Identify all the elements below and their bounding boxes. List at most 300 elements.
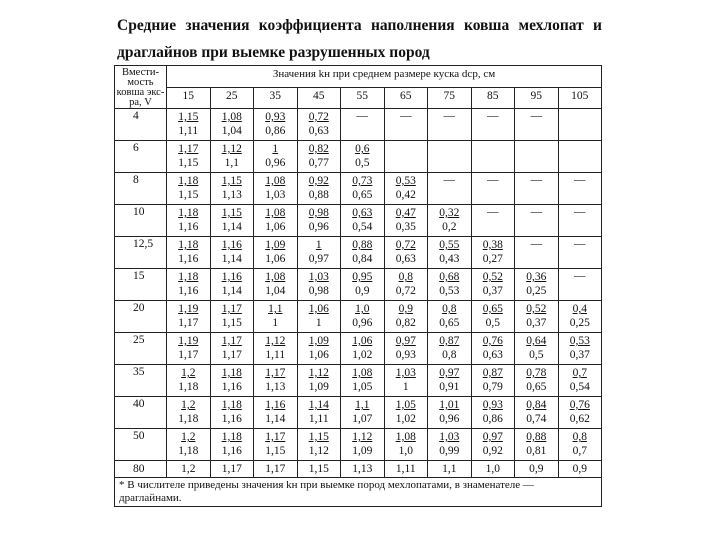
shovel-value: 1,16 xyxy=(221,239,242,251)
shovel-value: 1,16 xyxy=(265,399,286,411)
value-cell xyxy=(428,269,472,301)
size-span-header: Значения kн при среднем размере куска dср, см xyxy=(167,66,602,88)
dragline-value: 1,17 xyxy=(178,317,199,329)
shovel-value: 0,36 xyxy=(526,271,547,283)
shovel-value: — xyxy=(443,174,455,186)
value-cell xyxy=(471,205,515,237)
shovel-value: 0,93 xyxy=(482,399,503,411)
dragline-value: 1,11 xyxy=(178,125,199,137)
value-cell xyxy=(167,109,211,141)
dragline-value: 1,06 xyxy=(265,221,286,233)
shovel-value: 0,9 xyxy=(398,303,413,315)
dragline-value: 1,14 xyxy=(221,221,242,233)
shovel-value: 1,08 xyxy=(352,367,373,379)
dragline-value: 0,54 xyxy=(569,381,590,393)
shovel-value: 0,4 xyxy=(572,303,587,315)
dragline-value: 1 xyxy=(272,317,279,329)
shovel-value: 1 xyxy=(315,239,322,251)
dragline-value: 0,88 xyxy=(308,189,329,201)
dragline-value: 0,62 xyxy=(569,413,590,425)
shovel-value: 1,18 xyxy=(221,399,242,411)
dragline-value: 0,65 xyxy=(526,381,547,393)
value-cell xyxy=(341,269,385,301)
dragline-value: 0,5 xyxy=(529,349,544,361)
shovel-value: 1,15 xyxy=(221,207,242,219)
shovel-value: — xyxy=(574,206,586,218)
shovel-value: 0,87 xyxy=(482,367,503,379)
dragline-value: 1,11 xyxy=(265,349,286,361)
table-row xyxy=(115,301,602,333)
dragline-value: 0,63 xyxy=(482,349,503,361)
value-cell xyxy=(515,397,559,429)
dragline-value: 0,65 xyxy=(352,189,373,201)
value-cell xyxy=(297,397,341,429)
shovel-value: 1,03 xyxy=(439,431,460,443)
shovel-value: 1,15 xyxy=(308,431,329,443)
shovel-value: — xyxy=(487,174,499,186)
value-cell xyxy=(558,301,602,333)
shovel-value: 0,88 xyxy=(352,239,373,251)
shovel-value: 0,52 xyxy=(526,303,547,315)
shovel-value: 1,16 xyxy=(221,271,242,283)
dragline-value: 1,02 xyxy=(395,413,416,425)
dragline-value: 1,0 xyxy=(398,445,413,457)
table-row xyxy=(115,461,602,478)
value-cell xyxy=(558,269,602,301)
shovel-value: 0,87 xyxy=(439,335,460,347)
table-row xyxy=(115,141,602,173)
value-cell xyxy=(210,173,254,205)
shovel-value: 1,12 xyxy=(352,431,373,443)
shovel-value: 1,15 xyxy=(221,175,242,187)
size-header-cell: 105 xyxy=(558,87,602,109)
value-cell xyxy=(384,205,428,237)
shovel-value: 1,12 xyxy=(308,367,329,379)
shovel-value: 0,98 xyxy=(308,207,329,219)
value-cell xyxy=(297,109,341,141)
shovel-value: 1,06 xyxy=(352,335,373,347)
shovel-value: — xyxy=(487,206,499,218)
value-cell xyxy=(254,301,298,333)
value-cell xyxy=(384,301,428,333)
dragline-value: 1,18 xyxy=(178,445,199,457)
value-cell xyxy=(558,173,602,205)
shovel-value: 0,92 xyxy=(308,175,329,187)
dragline-value: 1,18 xyxy=(178,413,199,425)
dragline-value: 0,43 xyxy=(439,253,460,265)
value-cell xyxy=(515,141,559,173)
value-cell xyxy=(471,333,515,365)
dragline-value: 0,5 xyxy=(355,157,370,169)
value-cell xyxy=(341,429,385,461)
shovel-value: 1,06 xyxy=(308,303,329,315)
value-cell xyxy=(515,333,559,365)
shovel-value: 0,72 xyxy=(308,111,329,123)
dragline-value: 0,96 xyxy=(308,221,329,233)
dragline-value: 0,79 xyxy=(482,381,503,393)
value-cell xyxy=(515,301,559,333)
table-row xyxy=(115,365,602,397)
value-cell xyxy=(167,173,211,205)
value-cell xyxy=(254,269,298,301)
value-cell xyxy=(428,109,472,141)
dragline-value: 0,53 xyxy=(439,285,460,297)
table-row xyxy=(115,237,602,269)
value-cell xyxy=(384,237,428,269)
footnote-row xyxy=(115,478,602,507)
value-cell xyxy=(384,269,428,301)
value-cell xyxy=(167,397,211,429)
value-cell xyxy=(210,269,254,301)
shovel-value: 1,08 xyxy=(265,207,286,219)
shovel-value: 1,2 xyxy=(181,399,196,411)
value-cell xyxy=(428,397,472,429)
shovel-value: 1,08 xyxy=(395,431,416,443)
dragline-value: 1,13 xyxy=(265,381,286,393)
dragline-value: 0,54 xyxy=(352,221,373,233)
value-cell xyxy=(210,365,254,397)
value-cell xyxy=(297,333,341,365)
shovel-value: — xyxy=(487,110,499,122)
size-header-cell: 85 xyxy=(471,87,515,109)
shovel-value: 0,38 xyxy=(482,239,503,251)
shovel-value: 1,17 xyxy=(221,303,242,315)
shovel-value: 1,05 xyxy=(395,399,416,411)
volume-cell: 35 xyxy=(115,365,167,397)
volume-cell: 12,5 xyxy=(115,237,167,269)
volume-cell: 4 xyxy=(115,109,167,141)
value-cell xyxy=(558,141,602,173)
value-cell: 1,17 xyxy=(254,461,298,478)
value-cell xyxy=(558,429,602,461)
dragline-value: 0,5 xyxy=(485,317,500,329)
shovel-value: 1,14 xyxy=(308,399,329,411)
table-row xyxy=(115,333,602,365)
value-cell xyxy=(254,365,298,397)
dragline-value: 1,06 xyxy=(265,253,286,265)
shovel-value: 1,08 xyxy=(265,175,286,187)
volume-cell: 80 xyxy=(115,461,167,478)
dragline-value: 0,96 xyxy=(352,317,373,329)
shovel-value: 1,19 xyxy=(178,303,199,315)
shovel-value: 1,17 xyxy=(221,335,242,347)
table-row xyxy=(115,429,602,461)
table-row xyxy=(115,205,602,237)
dragline-value: 1,07 xyxy=(352,413,373,425)
value-cell xyxy=(167,429,211,461)
dragline-value: 1,13 xyxy=(221,189,242,201)
value-cell xyxy=(384,333,428,365)
volume-cell: 50 xyxy=(115,429,167,461)
value-cell xyxy=(297,205,341,237)
value-cell xyxy=(167,237,211,269)
dragline-value: 0,25 xyxy=(569,317,590,329)
dragline-value: 1,11 xyxy=(308,413,329,425)
title-line-2: драглайнов при выемке разрушенных пород xyxy=(117,44,430,61)
value-cell xyxy=(341,365,385,397)
value-cell xyxy=(515,269,559,301)
dragline-value: 1,1 xyxy=(224,157,239,169)
shovel-value: 0,64 xyxy=(526,335,547,347)
value-cell xyxy=(167,205,211,237)
shovel-value: 1,2 xyxy=(181,367,196,379)
shovel-value: — xyxy=(530,174,542,186)
shovel-value: 0,52 xyxy=(482,271,503,283)
dragline-value: 1,15 xyxy=(178,157,199,169)
size-header-cell: 45 xyxy=(297,87,341,109)
shovel-value: 0,68 xyxy=(439,271,460,283)
value-cell xyxy=(558,109,602,141)
shovel-value: 0,8 xyxy=(398,271,413,283)
value-cell xyxy=(210,205,254,237)
dragline-value: 1,09 xyxy=(308,381,329,393)
value-cell xyxy=(297,237,341,269)
value-cell xyxy=(341,237,385,269)
shovel-value: 0,8 xyxy=(442,303,457,315)
value-cell xyxy=(297,173,341,205)
value-cell xyxy=(428,173,472,205)
shovel-value: 0,93 xyxy=(265,111,286,123)
shovel-value: — xyxy=(574,270,586,282)
value-cell xyxy=(167,269,211,301)
shovel-value: 0,55 xyxy=(439,239,460,251)
dragline-value: 1 xyxy=(402,381,409,393)
shovel-value: 0,8 xyxy=(572,431,587,443)
dragline-value: 0,8 xyxy=(442,349,457,361)
shovel-value: 0,76 xyxy=(569,399,590,411)
footnote: * В числителе приведены значения kн при выемке пород мехлопатами, в знаменателе — драглайнами. xyxy=(115,478,602,507)
shovel-value: 1,09 xyxy=(308,335,329,347)
dragline-value: 1,18 xyxy=(178,381,199,393)
value-cell xyxy=(297,141,341,173)
volume-cell: 20 xyxy=(115,301,167,333)
shovel-value: 1,2 xyxy=(181,431,196,443)
dragline-value: 0,42 xyxy=(395,189,416,201)
dragline-value: 1,15 xyxy=(178,189,199,201)
dragline-value: 1,16 xyxy=(178,253,199,265)
dragline-value: 0,65 xyxy=(439,317,460,329)
volume-cell: 10 xyxy=(115,205,167,237)
dragline-value: 0,9 xyxy=(355,285,370,297)
shovel-value: 0,65 xyxy=(482,303,503,315)
shovel-value: 1,15 xyxy=(178,111,199,123)
value-cell: 1,1 xyxy=(428,461,472,478)
shovel-value: — xyxy=(530,238,542,250)
shovel-value: 0,73 xyxy=(352,175,373,187)
value-cell xyxy=(384,141,428,173)
shovel-value: 1,18 xyxy=(221,367,242,379)
shovel-value: 1,19 xyxy=(178,335,199,347)
value-cell xyxy=(297,301,341,333)
value-cell xyxy=(558,397,602,429)
volume-cell: 40 xyxy=(115,397,167,429)
dragline-value: 1,04 xyxy=(221,125,242,137)
dragline-value: 0,2 xyxy=(442,221,457,233)
dragline-value: 1,16 xyxy=(178,285,199,297)
dragline-value: 0,25 xyxy=(526,285,547,297)
shovel-value: 1,17 xyxy=(178,143,199,155)
value-cell xyxy=(428,301,472,333)
shovel-value: 0,76 xyxy=(482,335,503,347)
shovel-value: 1,09 xyxy=(265,239,286,251)
dragline-value: 0,96 xyxy=(265,157,286,169)
dragline-value: 0,93 xyxy=(395,349,416,361)
table-row xyxy=(115,173,602,205)
shovel-value: 1,17 xyxy=(265,431,286,443)
dragline-value: 0,82 xyxy=(395,317,416,329)
shovel-value: — xyxy=(356,110,368,122)
value-cell xyxy=(515,173,559,205)
shovel-value: 1,08 xyxy=(265,271,286,283)
value-cell xyxy=(254,237,298,269)
size-header-cell: 95 xyxy=(515,87,559,109)
shovel-value: 1,18 xyxy=(178,239,199,251)
value-cell xyxy=(297,365,341,397)
shovel-value: 0,97 xyxy=(482,431,503,443)
value-cell xyxy=(428,205,472,237)
value-cell: 1,0 xyxy=(471,461,515,478)
dragline-value: 0,84 xyxy=(352,253,373,265)
size-header-cell: 25 xyxy=(210,87,254,109)
dragline-value: 0,92 xyxy=(482,445,503,457)
value-cell xyxy=(341,205,385,237)
dragline-value: 1,15 xyxy=(265,445,286,457)
value-cell xyxy=(471,429,515,461)
size-header-cell: 15 xyxy=(167,87,211,109)
dragline-value: 1,16 xyxy=(221,413,242,425)
dragline-value: 0,91 xyxy=(439,381,460,393)
shovel-value: 0,88 xyxy=(526,431,547,443)
dragline-value: 1,16 xyxy=(178,221,199,233)
dragline-value: 1,14 xyxy=(221,253,242,265)
value-cell xyxy=(297,429,341,461)
value-cell xyxy=(297,269,341,301)
value-cell xyxy=(558,333,602,365)
value-cell xyxy=(210,109,254,141)
value-cell xyxy=(210,397,254,429)
value-cell xyxy=(384,429,428,461)
dragline-value: 0,77 xyxy=(308,157,329,169)
value-cell xyxy=(384,109,428,141)
dragline-value: 0,63 xyxy=(395,253,416,265)
dragline-value: 0,97 xyxy=(308,253,329,265)
value-cell xyxy=(210,141,254,173)
value-cell: 1,11 xyxy=(384,461,428,478)
dragline-value: 0,63 xyxy=(308,125,329,137)
shovel-value: 0,63 xyxy=(352,207,373,219)
table-row xyxy=(115,397,602,429)
value-cell xyxy=(341,333,385,365)
value-cell xyxy=(384,397,428,429)
value-cell xyxy=(515,365,559,397)
dragline-value: 1,16 xyxy=(221,445,242,457)
dragline-value: 1,17 xyxy=(221,349,242,361)
value-cell xyxy=(471,173,515,205)
shovel-value: 1,18 xyxy=(178,207,199,219)
dragline-value: 0,86 xyxy=(482,413,503,425)
dragline-value: 0,96 xyxy=(439,413,460,425)
dragline-value: 1,16 xyxy=(221,381,242,393)
value-cell xyxy=(471,301,515,333)
shovel-value: 0,32 xyxy=(439,207,460,219)
value-cell xyxy=(515,429,559,461)
shovel-value: — xyxy=(530,206,542,218)
value-cell xyxy=(341,173,385,205)
value-cell xyxy=(167,301,211,333)
dragline-value: 1,06 xyxy=(308,349,329,361)
value-cell xyxy=(210,333,254,365)
value-cell xyxy=(515,237,559,269)
value-cell xyxy=(210,301,254,333)
value-cell: 1,2 xyxy=(167,461,211,478)
dragline-value: 1,14 xyxy=(265,413,286,425)
shovel-value: 0,78 xyxy=(526,367,547,379)
dragline-value: 0,99 xyxy=(439,445,460,457)
shovel-value: 1,18 xyxy=(221,431,242,443)
shovel-value: 1,0 xyxy=(355,303,370,315)
value-cell: 0,9 xyxy=(515,461,559,478)
value-cell xyxy=(210,429,254,461)
dragline-value: 1,04 xyxy=(265,285,286,297)
dragline-value: 0,98 xyxy=(308,285,329,297)
value-cell xyxy=(254,173,298,205)
value-cell xyxy=(254,429,298,461)
table-row xyxy=(115,269,602,301)
value-cell xyxy=(558,237,602,269)
dragline-value: 1,17 xyxy=(178,349,199,361)
size-header-cell: 75 xyxy=(428,87,472,109)
shovel-value: 1,03 xyxy=(395,367,416,379)
shovel-value: 1,08 xyxy=(221,111,242,123)
value-cell xyxy=(341,109,385,141)
value-cell xyxy=(471,109,515,141)
size-header-cell: 65 xyxy=(384,87,428,109)
shovel-value: 1,17 xyxy=(265,367,286,379)
value-cell: 1,13 xyxy=(341,461,385,478)
dragline-value: 1,05 xyxy=(352,381,373,393)
dragline-value: 0,37 xyxy=(569,349,590,361)
value-cell xyxy=(428,429,472,461)
value-cell xyxy=(254,397,298,429)
shovel-value: — xyxy=(574,238,586,250)
document-title xyxy=(117,12,602,66)
shovel-value: 1,1 xyxy=(268,303,283,315)
dragline-value: 1 xyxy=(315,317,322,329)
shovel-value: 1,18 xyxy=(178,175,199,187)
dragline-value: 0,86 xyxy=(265,125,286,137)
shovel-value: 1,03 xyxy=(308,271,329,283)
value-cell: 1,15 xyxy=(297,461,341,478)
value-cell xyxy=(471,269,515,301)
fill-factor-table xyxy=(114,65,602,507)
shovel-value: 1 xyxy=(272,143,279,155)
shovel-value: — xyxy=(400,110,412,122)
value-cell xyxy=(471,397,515,429)
value-cell xyxy=(428,365,472,397)
value-cell xyxy=(428,141,472,173)
dragline-value: 0,37 xyxy=(526,317,547,329)
volume-cell: 6 xyxy=(115,141,167,173)
dragline-value: 1,03 xyxy=(265,189,286,201)
dragline-value: 1,14 xyxy=(221,285,242,297)
title-line-1: Средние значения коэффициента наполнения ковша мехлопат и xyxy=(117,17,602,34)
dragline-value: 1,09 xyxy=(352,445,373,457)
value-cell xyxy=(341,141,385,173)
value-cell xyxy=(167,333,211,365)
shovel-value: 1,12 xyxy=(221,143,242,155)
value-cell xyxy=(384,173,428,205)
value-cell: 1,17 xyxy=(210,461,254,478)
